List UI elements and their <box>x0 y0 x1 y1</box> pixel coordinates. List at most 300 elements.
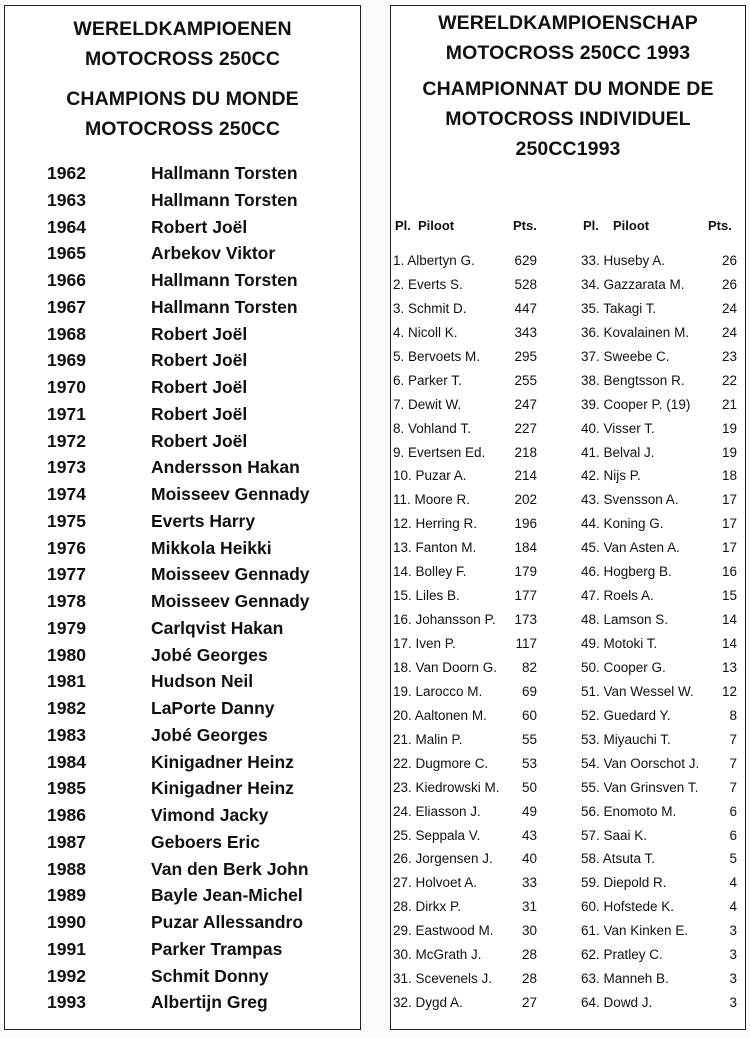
result-row <box>581 871 750 895</box>
result-points: 218 <box>514 444 537 460</box>
result-points: 5 <box>729 851 737 867</box>
champion-year: 1972 <box>47 430 86 451</box>
result-rider: 25. Seppala V. <box>393 827 481 843</box>
result-points: 12 <box>721 683 737 699</box>
result-points: 6 <box>729 803 737 819</box>
champion-name: Robert Joël <box>151 350 248 371</box>
champion-year: 1992 <box>47 965 86 986</box>
result-rider: 31. Scevenels J. <box>393 971 493 987</box>
result-rider: 42. Nijs P. <box>581 468 641 484</box>
champion-row <box>5 802 360 829</box>
champion-row <box>5 749 360 776</box>
result-row <box>393 560 565 584</box>
result-row <box>393 967 565 991</box>
result-row <box>581 680 750 704</box>
result-row <box>393 441 565 465</box>
result-rider: 3. Schmit D. <box>393 300 467 316</box>
champion-year: 1963 <box>47 189 86 210</box>
champions-panel <box>4 5 361 1030</box>
result-points: 255 <box>514 372 537 388</box>
result-points: 629 <box>514 253 537 268</box>
champion-name: Albertijn Greg <box>151 992 268 1013</box>
result-rider: 53. Miyauchi T. <box>581 731 671 747</box>
result-points: 26 <box>721 253 737 268</box>
result-rider: 13. Fanton M. <box>393 540 477 556</box>
champion-year: 1993 <box>47 992 86 1013</box>
result-row <box>393 297 565 321</box>
result-points: 202 <box>514 492 537 508</box>
result-row <box>393 464 565 488</box>
champion-name: Carlqvist Hakan <box>151 617 284 638</box>
result-points: 19 <box>721 444 737 460</box>
champion-year: 1990 <box>47 912 86 932</box>
result-row <box>581 273 750 297</box>
champion-name: Robert Joël <box>151 430 248 451</box>
result-row <box>393 824 565 848</box>
result-points: 3 <box>729 947 737 963</box>
champion-name: Vimond Jacky <box>151 805 269 825</box>
result-row <box>581 584 750 608</box>
header-rider-left: Piloot <box>418 218 455 233</box>
result-rider: 55. Van Grinsven T. <box>581 779 699 795</box>
result-points: 26 <box>721 276 737 292</box>
result-points: 49 <box>521 803 537 819</box>
result-row <box>581 847 750 871</box>
result-row <box>393 417 565 441</box>
champion-row <box>5 588 360 615</box>
champion-name: Robert Joël <box>151 403 248 424</box>
result-rider: 44. Koning G. <box>581 516 664 532</box>
result-rider: 12. Herring R. <box>393 516 478 532</box>
champion-year: 1970 <box>47 377 86 397</box>
champion-year: 1978 <box>47 591 86 611</box>
result-rider: 47. Roels A. <box>581 588 654 604</box>
result-points: 50 <box>521 779 537 795</box>
result-points: 247 <box>514 396 537 412</box>
results-column-left <box>393 249 565 1015</box>
champion-name: Everts Harry <box>151 510 256 531</box>
result-row <box>581 393 750 417</box>
result-row <box>393 369 565 393</box>
results-title-french-line1: CHAMPIONNAT DU MONDE DE <box>422 78 714 100</box>
champion-name: Parker Trampas <box>151 938 283 959</box>
result-rider: 50. Cooper G. <box>581 659 666 675</box>
champion-year: 1974 <box>47 484 86 504</box>
champion-name: Bayle Jean-Michel <box>151 885 303 906</box>
champion-name: Kinigadner Heinz <box>151 778 294 799</box>
champion-row <box>5 187 360 214</box>
result-rider: 26. Jorgensen J. <box>393 851 493 867</box>
result-points: 16 <box>721 564 737 580</box>
champion-row <box>5 829 360 856</box>
result-rider: 14. Bolley F. <box>393 564 467 580</box>
champion-row <box>5 989 360 1016</box>
result-row <box>581 536 750 560</box>
champion-row <box>5 775 360 802</box>
champion-row <box>5 321 360 348</box>
result-points: 31 <box>521 899 537 915</box>
result-row <box>393 847 565 871</box>
result-points: 28 <box>521 971 537 987</box>
result-rider: 2. Everts S. <box>393 276 463 292</box>
result-points: 6 <box>729 827 737 843</box>
result-points: 179 <box>514 564 537 580</box>
header-points-right: Pts. <box>708 218 732 233</box>
result-row <box>393 871 565 895</box>
result-row <box>581 632 750 656</box>
champion-name: Arbekov Viktor <box>151 243 276 264</box>
result-row <box>581 752 750 776</box>
result-row <box>581 800 750 824</box>
result-row <box>581 704 750 728</box>
result-points: 3 <box>729 923 737 939</box>
result-row <box>393 273 565 297</box>
champion-year: 1985 <box>47 778 86 799</box>
champion-name: Andersson Hakan <box>151 457 300 478</box>
result-points: 69 <box>521 683 537 699</box>
result-points: 14 <box>721 636 737 651</box>
result-rider: 58. Atsuta T. <box>581 851 656 867</box>
champion-row <box>5 909 360 936</box>
champion-row <box>5 160 360 187</box>
result-points: 23 <box>721 348 737 364</box>
result-points: 17 <box>721 516 737 532</box>
champion-year: 1977 <box>47 564 86 585</box>
result-rider: 60. Hofstede K. <box>581 899 675 915</box>
result-points: 22 <box>721 372 737 388</box>
champion-row <box>5 936 360 963</box>
champion-year: 1986 <box>47 805 86 825</box>
result-row <box>393 608 565 632</box>
result-row <box>393 632 565 656</box>
champion-year: 1967 <box>47 296 86 317</box>
result-row <box>393 536 565 560</box>
title-french-line1: CHAMPIONS DU MONDE <box>66 88 299 110</box>
champion-row <box>5 535 360 562</box>
champion-year: 1988 <box>47 858 86 879</box>
result-rider: 19. Larocco M. <box>393 683 483 699</box>
result-rider: 52. Guedard Y. <box>581 707 671 723</box>
champion-year: 1981 <box>47 671 86 692</box>
result-rider: 8. Vohland T. <box>393 420 471 436</box>
result-row <box>581 895 750 919</box>
champion-row <box>5 882 360 909</box>
results-header <box>391 218 745 238</box>
result-points: 177 <box>514 588 537 604</box>
champion-year: 1976 <box>47 537 86 558</box>
champion-name: Moisseev Gennady <box>151 484 310 504</box>
result-points: 17 <box>721 492 737 508</box>
result-rider: 59. Diepold R. <box>581 875 667 891</box>
result-row <box>581 464 750 488</box>
result-points: 295 <box>514 348 537 364</box>
champion-year: 1971 <box>47 403 86 424</box>
champion-row <box>5 428 360 455</box>
result-row <box>393 345 565 369</box>
result-rider: 27. Holvoet A. <box>393 875 478 891</box>
result-rider: 40. Visser T. <box>581 420 655 436</box>
result-row <box>393 895 565 919</box>
champion-name: Geboers Eric <box>151 831 260 852</box>
champion-name: Hallmann Torsten <box>151 270 298 290</box>
result-rider: 49. Motoki T. <box>581 636 658 651</box>
result-points: 24 <box>721 324 737 340</box>
result-row <box>581 321 750 345</box>
result-points: 28 <box>521 947 537 963</box>
result-points: 33 <box>521 875 537 891</box>
result-rider: 4. Nicoll K. <box>393 324 458 340</box>
result-rider: 38. Bengtsson R. <box>581 372 685 388</box>
result-row <box>581 943 750 967</box>
champion-name: LaPorte Danny <box>151 698 275 718</box>
result-points: 8 <box>729 707 737 723</box>
champion-year: 1989 <box>47 885 86 906</box>
result-points: 214 <box>514 468 537 484</box>
result-row <box>393 943 565 967</box>
result-points: 15 <box>721 588 737 604</box>
champion-name: Puzar Allessandro <box>151 912 304 932</box>
result-points: 528 <box>514 276 537 292</box>
champion-row <box>5 615 360 642</box>
champion-year: 1973 <box>47 457 86 478</box>
champion-row <box>5 856 360 883</box>
result-row <box>581 919 750 943</box>
result-rider: 28. Dirkx P. <box>393 899 462 915</box>
champion-name: Jobé Georges <box>151 644 268 665</box>
result-points: 53 <box>521 755 537 771</box>
result-points: 13 <box>721 659 737 675</box>
champion-name: Hallmann Torsten <box>151 163 298 183</box>
champion-name: Mikkola Heikki <box>151 537 272 558</box>
result-points: 27 <box>521 995 537 1011</box>
result-rider: 61. Van Kinken E. <box>581 923 689 939</box>
result-rider: 22. Dugmore C. <box>393 755 489 771</box>
champion-row <box>5 240 360 267</box>
champion-row <box>5 668 360 695</box>
champion-year: 1991 <box>47 938 86 959</box>
result-rider: 33. Huseby A. <box>581 253 666 268</box>
title-dutch-line1: WERELDKAMPIOENEN <box>73 18 292 40</box>
result-points: 343 <box>514 324 537 340</box>
champion-row <box>5 294 360 321</box>
result-points: 14 <box>721 612 737 628</box>
result-points: 173 <box>514 612 537 628</box>
result-row <box>393 776 565 800</box>
champion-year: 1982 <box>47 698 86 718</box>
result-row <box>393 488 565 512</box>
champion-name: Kinigadner Heinz <box>151 751 294 772</box>
result-rider: 6. Parker T. <box>393 372 462 388</box>
result-points: 18 <box>721 468 737 484</box>
result-row <box>393 728 565 752</box>
result-row <box>581 560 750 584</box>
result-points: 17 <box>721 540 737 556</box>
result-row <box>393 680 565 704</box>
champion-year: 1983 <box>47 724 86 745</box>
results-title-french-line3: 250CC1993 <box>515 138 621 160</box>
results-column-right <box>581 249 750 1015</box>
result-row <box>393 704 565 728</box>
result-points: 7 <box>729 779 737 795</box>
result-rider: 41. Belval J. <box>581 444 655 460</box>
result-points: 447 <box>514 300 537 316</box>
champions-list <box>5 160 360 1016</box>
result-points: 3 <box>729 995 737 1011</box>
champion-year: 1966 <box>47 270 86 290</box>
result-points: 3 <box>729 971 737 987</box>
result-rider: 5. Bervoets M. <box>393 348 481 364</box>
result-row <box>581 967 750 991</box>
result-row <box>581 345 750 369</box>
result-rider: 32. Dygd A. <box>393 995 463 1011</box>
result-rider: 45. Van Asten A. <box>581 540 680 556</box>
result-rider: 57. Saai K. <box>581 827 648 843</box>
champion-row <box>5 508 360 535</box>
results-title-dutch-line2: MOTOCROSS 250CC 1993 <box>445 42 691 64</box>
champion-row <box>5 695 360 722</box>
champion-name: Moisseev Gennady <box>151 564 310 585</box>
champion-name: Robert Joël <box>151 323 248 344</box>
champion-year: 1964 <box>47 216 86 237</box>
result-row <box>581 728 750 752</box>
champion-year: 1980 <box>47 644 86 665</box>
champion-row <box>5 347 360 374</box>
result-points: 60 <box>521 707 537 723</box>
champion-name: Jobé Georges <box>151 724 268 745</box>
champion-name: Hudson Neil <box>151 671 254 692</box>
result-points: 117 <box>515 636 537 651</box>
result-row <box>393 800 565 824</box>
champion-row <box>5 561 360 588</box>
result-rider: 34. Gazzarata M. <box>581 276 685 292</box>
result-row <box>581 441 750 465</box>
result-points: 4 <box>729 899 737 915</box>
result-row <box>393 512 565 536</box>
result-rider: 17. Iven P. <box>393 636 456 651</box>
result-row <box>581 369 750 393</box>
result-rider: 16. Johansson P. <box>393 612 496 628</box>
results-title-dutch-line1: WERELDKAMPIOENSCHAP <box>438 12 698 34</box>
title-dutch-line2: MOTOCROSS 250CC <box>84 48 281 70</box>
result-points: 184 <box>514 540 537 556</box>
header-points-left: Pts. <box>513 218 537 233</box>
result-points: 4 <box>729 875 737 891</box>
result-row <box>393 321 565 345</box>
result-rider: 21. Malin P. <box>393 731 463 747</box>
result-points: 21 <box>721 396 737 412</box>
result-rider: 48. Lamson S. <box>581 612 669 628</box>
champion-name: Schmit Donny <box>151 965 269 986</box>
champion-name: Hallmann Torsten <box>151 296 298 317</box>
champion-name: Moisseev Gennady <box>151 591 310 611</box>
result-rider: 23. Kiedrowski M. <box>393 779 500 795</box>
champion-year: 1968 <box>47 323 86 344</box>
result-row <box>393 991 565 1015</box>
result-rider: 56. Enomoto M. <box>581 803 677 819</box>
result-points: 55 <box>521 731 537 747</box>
result-row <box>581 488 750 512</box>
result-row <box>393 752 565 776</box>
result-points: 227 <box>514 420 537 436</box>
champion-name: Hallmann Torsten <box>151 189 298 210</box>
champion-year: 1975 <box>47 510 86 531</box>
result-rider: 51. Van Wessel W. <box>581 683 694 699</box>
result-rider: 7. Dewit W. <box>393 396 462 412</box>
results-panel <box>390 5 746 1030</box>
result-rider: 29. Eastwood M. <box>393 923 494 939</box>
result-rider: 36. Kovalainen M. <box>581 324 690 340</box>
result-rider: 39. Cooper P. (19) <box>581 396 691 412</box>
champion-name: Robert Joël <box>151 216 248 237</box>
result-points: 196 <box>514 516 537 532</box>
champion-row <box>5 722 360 749</box>
result-row <box>581 776 750 800</box>
result-row <box>581 656 750 680</box>
champion-row <box>5 454 360 481</box>
result-rider: 43. Svensson A. <box>581 492 679 508</box>
header-place-left: Pl. <box>395 218 411 233</box>
champion-row <box>5 267 360 294</box>
result-rider: 46. Hogberg B. <box>581 564 672 580</box>
champion-name: Robert Joël <box>151 377 248 397</box>
result-rider: 9. Evertsen Ed. <box>393 444 486 460</box>
champion-row <box>5 214 360 241</box>
champion-row <box>5 374 360 401</box>
result-rider: 20. Aaltonen M. <box>393 707 487 723</box>
result-row <box>393 656 565 680</box>
result-points: 30 <box>521 923 537 939</box>
result-rider: 30. McGrath J. <box>393 947 482 963</box>
champion-row <box>5 401 360 428</box>
result-points: 40 <box>521 851 537 867</box>
result-row <box>581 824 750 848</box>
champion-row <box>5 481 360 508</box>
champion-year: 1987 <box>47 831 86 852</box>
result-row <box>393 393 565 417</box>
champion-year: 1962 <box>47 163 86 183</box>
result-points: 7 <box>729 731 737 747</box>
result-row <box>393 249 565 273</box>
result-points: 43 <box>521 827 537 843</box>
result-row <box>393 919 565 943</box>
result-rider: 10. Puzar A. <box>393 468 467 484</box>
result-row <box>581 991 750 1015</box>
result-row <box>581 608 750 632</box>
result-points: 7 <box>729 755 737 771</box>
result-rider: 18. Van Doorn G. <box>393 659 498 675</box>
result-rider: 54. Van Oorschot J. <box>581 755 700 771</box>
result-rider: 35. Takagi T. <box>581 300 657 316</box>
results-title-french-line2: MOTOCROSS INDIVIDUEL <box>445 108 691 130</box>
header-rider-right: Piloot <box>613 218 650 233</box>
result-rider: 64. Dowd J. <box>581 995 653 1011</box>
champion-row <box>5 963 360 990</box>
result-points: 82 <box>521 659 537 675</box>
result-rider: 15. Liles B. <box>393 588 460 604</box>
result-rider: 37. Sweebe C. <box>581 348 670 364</box>
result-row <box>581 512 750 536</box>
champion-name: Van den Berk John <box>151 858 309 879</box>
title-french-line2: MOTOCROSS 250CC <box>84 118 281 140</box>
result-rider: 1. Albertyn G. <box>393 253 475 268</box>
result-row <box>581 297 750 321</box>
champion-year: 1984 <box>47 751 86 772</box>
champion-row <box>5 642 360 669</box>
champion-year: 1965 <box>47 243 86 264</box>
result-points: 19 <box>721 420 737 436</box>
result-row <box>393 584 565 608</box>
header-place-right: Pl. <box>583 218 599 233</box>
